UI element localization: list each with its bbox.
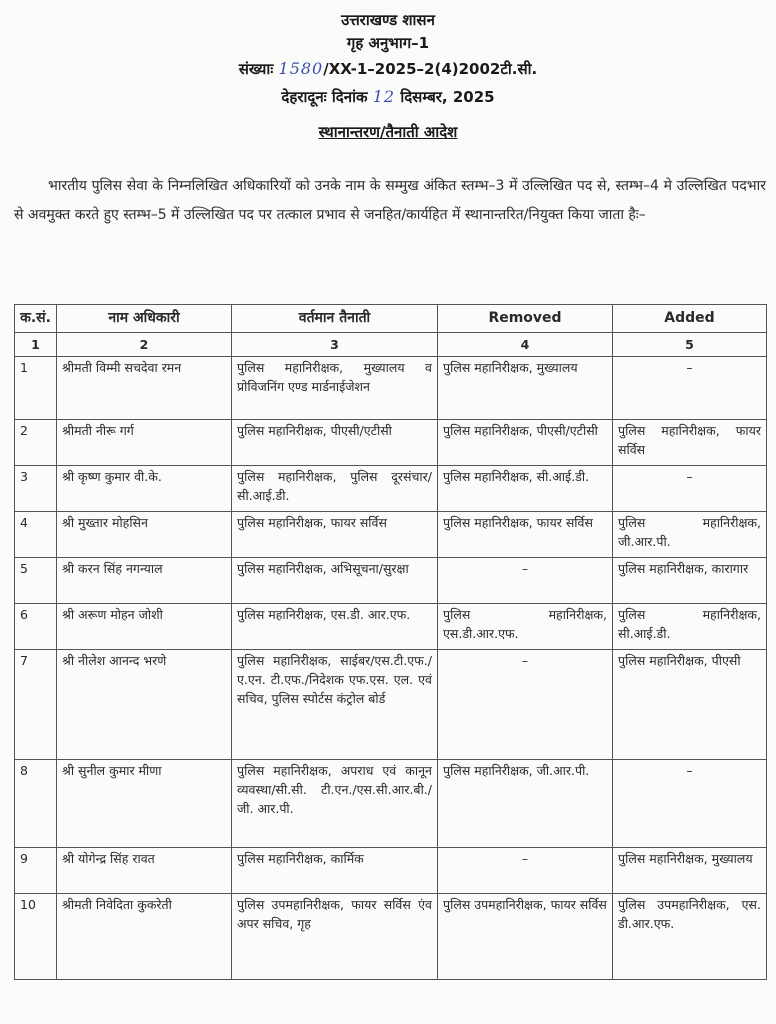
cell-sno: 1: [15, 357, 57, 420]
order-date: [0, 87, 776, 107]
colnum-5: 5: [613, 333, 767, 357]
date-handwritten: 12: [372, 87, 396, 106]
table-row: [15, 466, 767, 512]
cell-current: पुलिस महानिरीक्षक, अपराध एवं कानून व्यवस्था/सी.सी. टी.एन./एस.सी.आर.बी./जी. आर.पी.: [232, 760, 438, 848]
cell-current: पुलिस महानिरीक्षक, फायर सर्विस: [232, 512, 438, 558]
cell-added: पुलिस महानिरीक्षक, सी.आई.डी.: [613, 604, 767, 650]
cell-sno: 5: [15, 558, 57, 604]
cell-name: श्री कृष्ण कुमार वी.के.: [57, 466, 232, 512]
order-title: स्थानान्तरण/तैनाती आदेश: [318, 123, 458, 141]
department-name: गृह अनुभाग–1: [346, 34, 430, 52]
cell-removed: पुलिस महानिरीक्षक, फायर सर्विस: [438, 512, 613, 558]
cell-name: श्री मुख्तार मोहसिन: [57, 512, 232, 558]
order-number-suffix: /XX-1–2025–2(4)2002टी.सी.: [323, 60, 538, 78]
cell-removed: पुलिस महानिरीक्षक, पीएसी/एटीसी: [438, 420, 613, 466]
cell-added: पुलिस उपमहानिरीक्षक, एस. डी.आर.एफ.: [613, 894, 767, 980]
cell-current: पुलिस महानिरीक्षक, एस.डी. आर.एफ.: [232, 604, 438, 650]
header-current: वर्तमान तैनाती: [232, 305, 438, 333]
cell-sno: 9: [15, 848, 57, 894]
colnum-2: 2: [57, 333, 232, 357]
cell-removed: –: [438, 848, 613, 894]
table-row: [15, 420, 767, 466]
colnum-1: 1: [15, 333, 57, 357]
cell-name: श्रीमती नीरू गर्ग: [57, 420, 232, 466]
cell-removed: पुलिस महानिरीक्षक, एस.डी.आर.एफ.: [438, 604, 613, 650]
cell-current: पुलिस उपमहानिरीक्षक, फायर सर्विस एंव अपर सचिव, गृह: [232, 894, 438, 980]
cell-current: पुलिस महानिरीक्षक, साईबर/एस.टी.एफ./ए.एन. टी.एफ./निदेशक एफ.एस. एल. एवं सचिव, पुलिस स्पोर्टस कंट्रोल बोर्ड: [232, 650, 438, 760]
date-suffix: दिसम्बर, 2025: [400, 88, 495, 106]
colnum-3: 3: [232, 333, 438, 357]
cell-sno: 6: [15, 604, 57, 650]
cell-name: श्री अरूण मोहन जोशी: [57, 604, 232, 650]
table-row: [15, 357, 767, 420]
cell-current: पुलिस महानिरीक्षक, कार्मिक: [232, 848, 438, 894]
cell-sno: 3: [15, 466, 57, 512]
table-row: [15, 650, 767, 760]
cell-added: –: [613, 760, 767, 848]
order-number-handwritten: 1580: [278, 59, 324, 78]
table-row: [15, 512, 767, 558]
cell-name: श्री सुनील कुमार मीणा: [57, 760, 232, 848]
cell-added: पुलिस महानिरीक्षक, मुख्यालय: [613, 848, 767, 894]
cell-removed: –: [438, 650, 613, 760]
cell-name: श्रीमती विम्मी सचदेवा रमन: [57, 357, 232, 420]
table-row: [15, 604, 767, 650]
cell-current: पुलिस महानिरीक्षक, अभिसूचना/सुरक्षा: [232, 558, 438, 604]
cell-sno: 2: [15, 420, 57, 466]
cell-added: पुलिस महानिरीक्षक, जी.आर.पी.: [613, 512, 767, 558]
cell-added: पुलिस महानिरीक्षक, फायर सर्विस: [613, 420, 767, 466]
cell-name: श्रीमती निवेदिता कुकरेती: [57, 894, 232, 980]
table-row: [15, 894, 767, 980]
cell-sno: 8: [15, 760, 57, 848]
cell-current: पुलिस महानिरीक्षक, पुलिस दूरसंचार/सी.आई.डी.: [232, 466, 438, 512]
date-label: देहरादूनः दिनांक: [281, 88, 368, 106]
table-row: [15, 760, 767, 848]
government-name: उत्तराखण्ड शासन: [341, 11, 435, 29]
table-row: [15, 848, 767, 894]
cell-current: पुलिस महानिरीक्षक, मुख्यालय व प्रोविजनिंग एण्ड मार्डनाईजेशन: [232, 357, 438, 420]
header-name: नाम अधिकारी: [57, 305, 232, 333]
order-paragraph: [14, 172, 766, 230]
paragraph-text: भारतीय पुलिस सेवा के निम्नलिखित अधिकारियों को उनके नाम के सम्मुख अंकित स्तम्भ–3 में उल्लिखित पद से, स्तम्भ–4 मे उल्लिखित पदभार से अवमुक्त करते हुए स्तम्भ–5 में उल्लिखित पद पर तत्काल प्रभाव से जनहित/कार्यहित में स्थानान्तरित/नियुक्त किया जाता हैः–: [14, 178, 766, 223]
header-added: Added: [613, 305, 767, 333]
table-header-row: [15, 305, 767, 333]
cell-name: श्री नीलेश आनन्द भरणे: [57, 650, 232, 760]
cell-added: पुलिस महानिरीक्षक, कारागार: [613, 558, 767, 604]
cell-added: –: [613, 466, 767, 512]
cell-name: श्री करन सिंह नगन्याल: [57, 558, 232, 604]
header-removed: Removed: [438, 305, 613, 333]
cell-removed: पुलिस महानिरीक्षक, सी.आई.डी.: [438, 466, 613, 512]
cell-added: पुलिस महानिरीक्षक, पीएसी: [613, 650, 767, 760]
transfer-table: [14, 304, 767, 980]
cell-sno: 4: [15, 512, 57, 558]
cell-added: –: [613, 357, 767, 420]
cell-removed: पुलिस उपमहानिरीक्षक, फायर सर्विस: [438, 894, 613, 980]
cell-removed: पुलिस महानिरीक्षक, मुख्यालय: [438, 357, 613, 420]
colnum-4: 4: [438, 333, 613, 357]
cell-name: श्री योगेन्द्र सिंह रावत: [57, 848, 232, 894]
column-number-row: [15, 333, 767, 357]
cell-sno: 10: [15, 894, 57, 980]
cell-removed: पुलिस महानिरीक्षक, जी.आर.पी.: [438, 760, 613, 848]
cell-sno: 7: [15, 650, 57, 760]
table-row: [15, 558, 767, 604]
cell-current: पुलिस महानिरीक्षक, पीएसी/एटीसी: [232, 420, 438, 466]
header-sno: क.सं.: [15, 305, 57, 333]
order-number: [0, 59, 776, 79]
cell-removed: –: [438, 558, 613, 604]
order-number-label: संख्याः: [238, 60, 274, 78]
